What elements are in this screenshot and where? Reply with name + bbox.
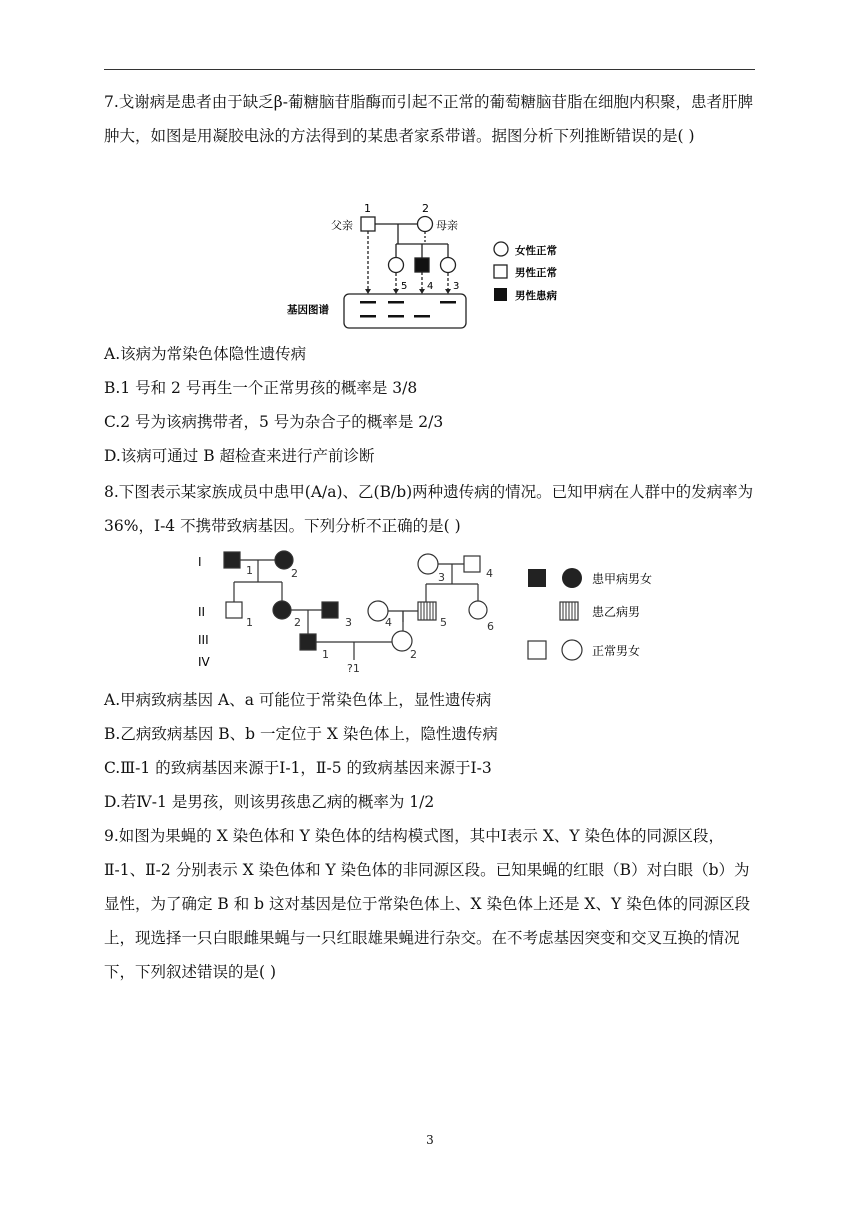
q8-I3-symbol — [418, 554, 438, 574]
q8-II6-symbol — [469, 601, 487, 619]
q8-num-III2: 2 — [410, 648, 417, 661]
q7-legend-female-normal-icon — [494, 242, 508, 256]
q8-I4-symbol — [464, 556, 480, 572]
q8-legend-normal-female-icon — [562, 640, 582, 660]
q8-num-II4: 4 — [385, 616, 392, 629]
q8-num-II1: 1 — [246, 616, 253, 629]
q7-option-c: C.2 号为该病携带者，5 号为杂合子的概率是 2/3 — [104, 413, 444, 431]
q7-father-label: 父亲 — [331, 219, 353, 232]
q7-child-4-symbol — [415, 258, 429, 272]
q8-gen-III: III — [198, 633, 209, 647]
q8-gen-II: II — [198, 605, 206, 619]
q8-num-I2: 2 — [291, 567, 298, 580]
q7-num-2: 2 — [422, 202, 429, 215]
q8-III2-symbol — [392, 631, 412, 651]
q7-gene-map-label: 基因图谱 — [287, 304, 329, 316]
q7-legend-3: 男性患病 — [515, 290, 557, 302]
q8-II2-symbol — [273, 601, 291, 619]
q7-stem: 7.戈谢病是患者由于缺乏β-葡糖脑苷脂酶而引起不正常的葡萄糖脑苷脂在细胞内积聚，患者肝脾肿大，如图是用凝胶电泳的方法得到的某患者家系带谱。据图分析下列推断错误的是( ) — [104, 93, 753, 145]
q8-II1-symbol — [226, 602, 242, 618]
q8-option-c: C.Ⅲ-1 的致病基因来源于Ⅰ-1，Ⅱ-5 的致病基因来源于Ⅰ-3 — [104, 759, 492, 777]
q8-num-II5: 5 — [440, 616, 447, 629]
q8-gen-IV: IV — [198, 655, 210, 669]
q7-legend-male-affected-icon — [494, 288, 507, 301]
q7-gel-box — [344, 294, 466, 328]
q7-child-5-symbol — [389, 258, 404, 273]
q7-legend-male-normal-icon — [494, 265, 507, 278]
q8-option-d: D.若Ⅳ-1 是男孩，则该男孩患乙病的概率为 1/2 — [104, 793, 435, 811]
q8-num-III1: 1 — [322, 648, 329, 661]
q7-mother-symbol — [418, 217, 433, 232]
q7-pedigree-figure — [280, 198, 590, 338]
q8-num-I3: 3 — [438, 571, 445, 584]
q8-num-IV1: ?1 — [347, 662, 360, 674]
q8-legend-affected-male-icon — [528, 569, 546, 587]
q8-legend-affected-female-icon — [562, 568, 582, 588]
q8-legend-normal-male-icon — [528, 641, 546, 659]
q8-stem: 8.下图表示某家族成员中患甲(A/a)、乙(B/b)两种遗传病的情况。已知甲病在人群中的发病率为 36%，I-4 不携带致病基因。下列分析不正确的是( ) — [104, 483, 754, 535]
q7-legend-2: 男性正常 — [515, 267, 557, 279]
q8-num-II2: 2 — [294, 616, 301, 629]
q8-num-II6: 6 — [487, 620, 494, 633]
q7-child-3-symbol — [441, 258, 456, 273]
q7-option-d: D.该病可通过 B 超检查来进行产前诊断 — [104, 447, 375, 465]
q7-legend-1: 女性正常 — [515, 245, 557, 257]
q8-num-II3: 3 — [345, 616, 352, 629]
q7-num-5: 5 — [401, 281, 408, 292]
q8-legend-2: 患乙病男 — [592, 605, 641, 619]
page-number: 3 — [426, 1133, 434, 1147]
q7-option-b: B.1 号和 2 号再生一个正常男孩的概率是 3/8 — [104, 379, 418, 397]
q8-II3-symbol — [322, 602, 338, 618]
q7-father-symbol — [361, 217, 375, 231]
q8-num-I4: 4 — [486, 567, 493, 580]
q8-gen-I: I — [198, 555, 202, 569]
q8-III1-symbol — [300, 634, 316, 650]
q7-num-1: 1 — [364, 202, 371, 215]
q8-pedigree-figure — [188, 544, 688, 674]
q7-option-a: A.该病为常染色体隐性遗传病 — [104, 345, 307, 363]
q7-num-4: 4 — [427, 281, 434, 292]
q9-stem: 9.如图为果蝇的 X 染色体和 Y 染色体的结构模式图，其中Ⅰ表示 X、Y 染色体的同源区段，Ⅱ-1、Ⅱ-2 分别表示 X 染色体和 Y 染色体的非同源区段。已知果蝇的红眼（B）对白眼（b）为显性，为了确定 B 和 b 这对基因是位于常染色体上、X 染色体上还是 X、Y 染色体的同源区段上，现选择一只白眼雌果蝇与一只红眼雄果蝇进行杂交。在不考虑基因突变和交叉互换的情况下，下列叙述错误的是( ) — [104, 827, 751, 981]
q8-option-a: A.甲病致病基因 A、a 可能位于常染色体上，显性遗传病 — [104, 691, 492, 709]
q8-option-b: B.乙病致病基因 B、b 一定位于 X 染色体上，隐性遗传病 — [104, 725, 498, 743]
q7-num-3: 3 — [453, 281, 460, 292]
header-rule — [104, 69, 755, 70]
q8-I1-symbol — [224, 552, 240, 568]
q8-num-I1: 1 — [246, 564, 253, 577]
q8-legend-1: 患甲病男女 — [592, 572, 653, 586]
q7-mother-label: 母亲 — [436, 219, 458, 232]
q8-legend-3: 正常男女 — [592, 644, 641, 658]
